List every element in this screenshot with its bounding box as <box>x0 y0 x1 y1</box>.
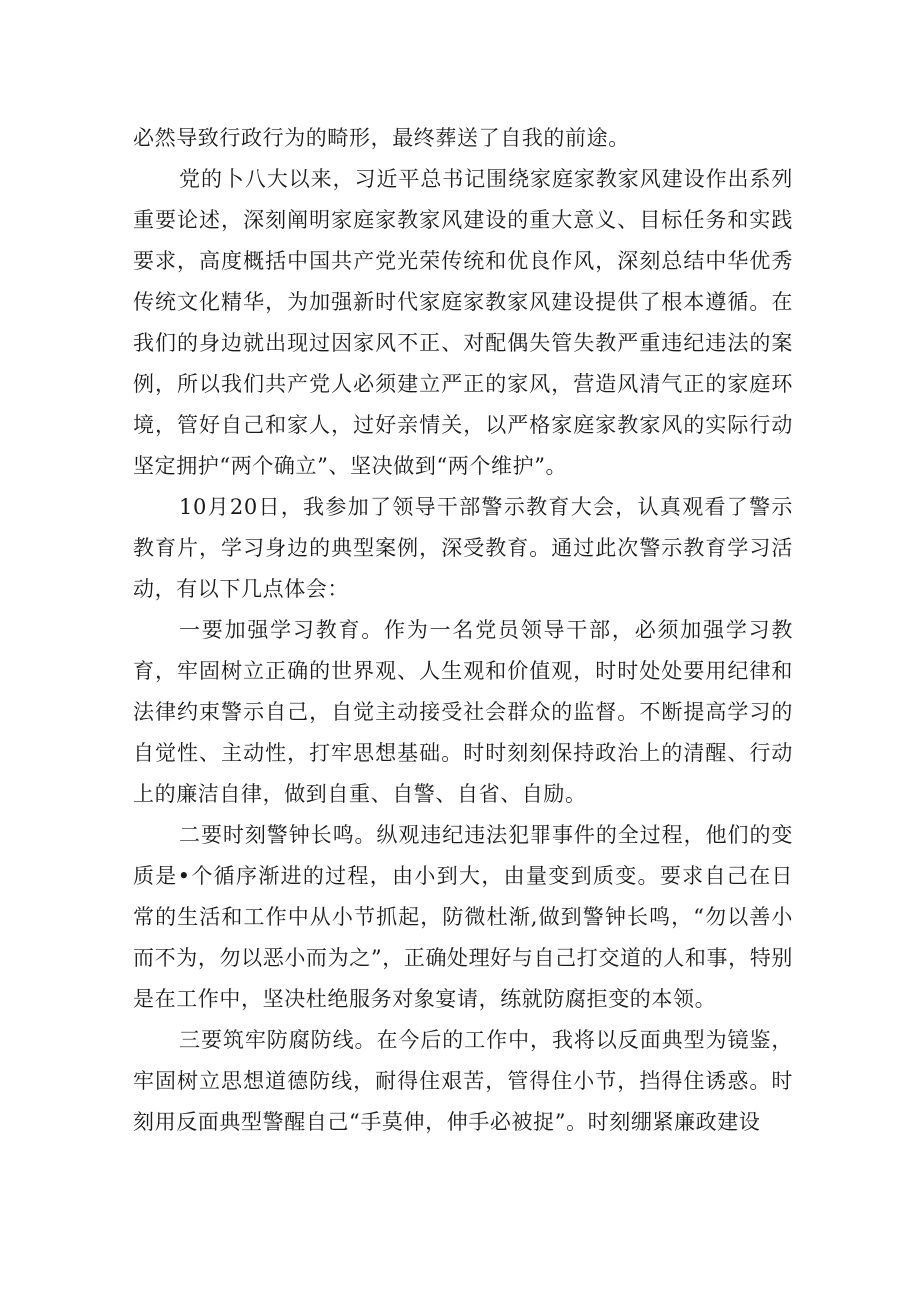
paragraph-warning-meeting: 10月20日，我参加了领导干部警示教育大会，认真观看了警示教育片，学习身边的典型案例，深受教育。通过此次警示教育学习活动，有以下几点体会： <box>133 495 793 601</box>
document-body <box>133 118 793 1143</box>
paragraph-family-style: 党的卜八大以来，习近平总书记围绕家庭家教家风建设作出系列重要论述，深刻阐明家庭家教家风建设的重大意义、目标任务和实践要求，高度概括中国共产党光荣传统和优良作风，深刻总结中华优秀传统文化精华，为加强新时代家庭家教家风建设提供了根本遵循。在我们的身边就出现过因家风不正、对配偶失管失教严重违纪违法的案例，所以我们共产党人必须建立严正的家风，营造风清气正的家庭环境，管好自己和家人，过好亲情关，以严格家庭家教家风的实际行动坚定拥护“两个确立”、坚决做到“两个维护”。 <box>133 167 793 478</box>
paragraph-continuation: 必然导致行政行为的畸形，最终葬送了自我的前途。 <box>133 126 630 150</box>
paragraph-point-three: 三要筑牢防腐防线。在今后的工作中，我将以反面典型为镜鉴，牢固树立思想道德防线，耐得住艰苦，管得住小节，挡得住诱惑。时刻用反面典型警醒自己“手莫伸，伸手必被捉”。时刻绷紧廉政建设 <box>133 1028 793 1134</box>
paragraph-point-two: 二要时刻警钟长鸣。纵观违纪违法犯罪事件的全过程，他们的变质是•个循序渐进的过程，由小到大，由量变到质变。要求自己在日常的生活和工作中从小节抓起，防微杜渐,做到警钟长鸣，“勿以善小而不为，勿以恶小而为之”，正确处理好与自己打交道的人和事，特别是在工作中，坚决杜绝服务对象宴请，练就防腐拒变的本领。 <box>133 823 793 1011</box>
paragraph-point-one: 一要加强学习教育。作为一名党员领导干部，必须加强学习教育，牢固树立正确的世界观、人生观和价值观，时时处处要用纪律和法律约束警示自己，自觉主动接受社会群众的监督。不断提高学习的自觉性、主动性，打牢思想基础。时时刻刻保持政治上的清醒、行动上的廉洁自律，做到自重、自警、自省、自励。 <box>133 618 793 806</box>
